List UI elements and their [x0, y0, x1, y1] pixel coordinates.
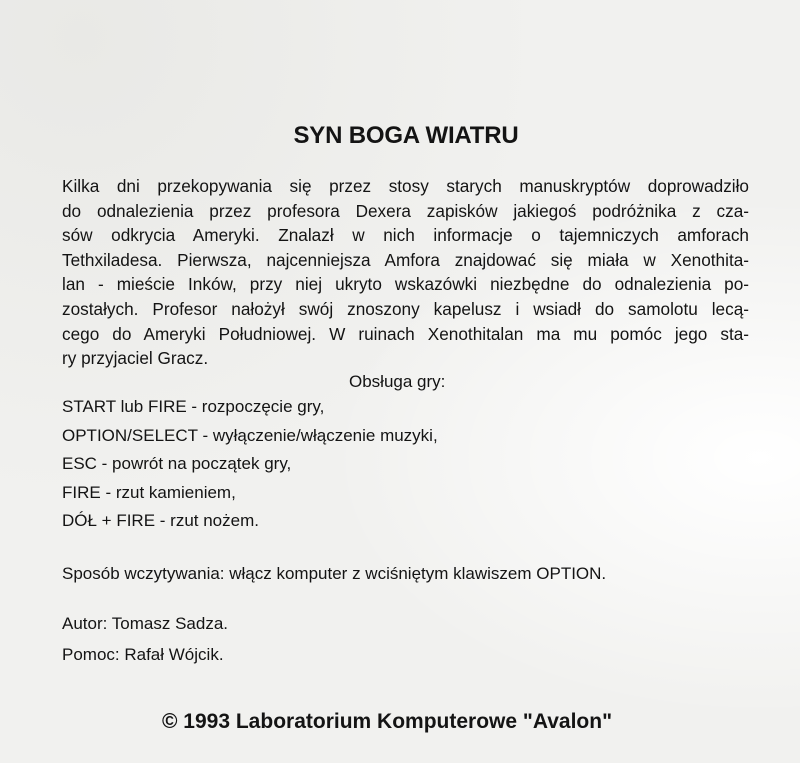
control-item: FIRE - rzut kamieniem,: [62, 482, 236, 502]
story-line: ry przyjaciel Gracz.: [62, 348, 209, 369]
control-item: START lub FIRE - rozpoczęcie gry,: [62, 397, 325, 416]
story-line: sów odkrycia Ameryki. Znalazł w nich informacje o tajemniczych amforach: [62, 225, 749, 246]
story-line: lan - mieście Inków, przy niej ukryto wskazówki niezbędne do odnalezienia po-: [62, 274, 749, 295]
story-paragraph: [62, 174, 749, 371]
controls-list: [62, 395, 438, 538]
story-line: zostałych. Profesor nałożył swój znoszony kapelusz i wsiadł do samolotu lecą-: [62, 298, 749, 319]
game-title: SYN BOGA WIATRU: [293, 122, 519, 149]
story-line: cego do Ameryki Południowej. W ruinach Xenothitalan ma mu pomóc jego sta-: [62, 323, 749, 344]
story-line: Kilka dni przekopywania się przez stosy starych manuskryptów doprowadziło: [62, 176, 749, 196]
control-item: OPTION/SELECT - wyłączenie/włączenie muzyki,: [62, 425, 438, 445]
controls-heading: Obsługa gry:: [349, 372, 446, 391]
story-line: Tethxiladesa. Pierwsza, najcenniejsza Amfora znajdować się miała w Xenothita-: [62, 249, 749, 270]
author-credit: Autor: Tomasz Sadza.: [62, 614, 228, 633]
loading-instructions: Sposób wczytywania: włącz komputer z wciśniętym klawiszem OPTION.: [62, 564, 607, 583]
control-item: ESC - powrót na początek gry,: [62, 454, 292, 474]
control-item: DÓŁ + FIRE - rzut nożem.: [62, 511, 259, 531]
copyright-notice: © 1993 Laboratorium Komputerowe "Avalon": [162, 710, 613, 733]
help-credit: Pomoc: Rafał Wójcik.: [62, 645, 224, 664]
story-line: do odnalezienia przez profesora Dexera zapisków jakiegoś podróżnika z cza-: [62, 200, 749, 221]
